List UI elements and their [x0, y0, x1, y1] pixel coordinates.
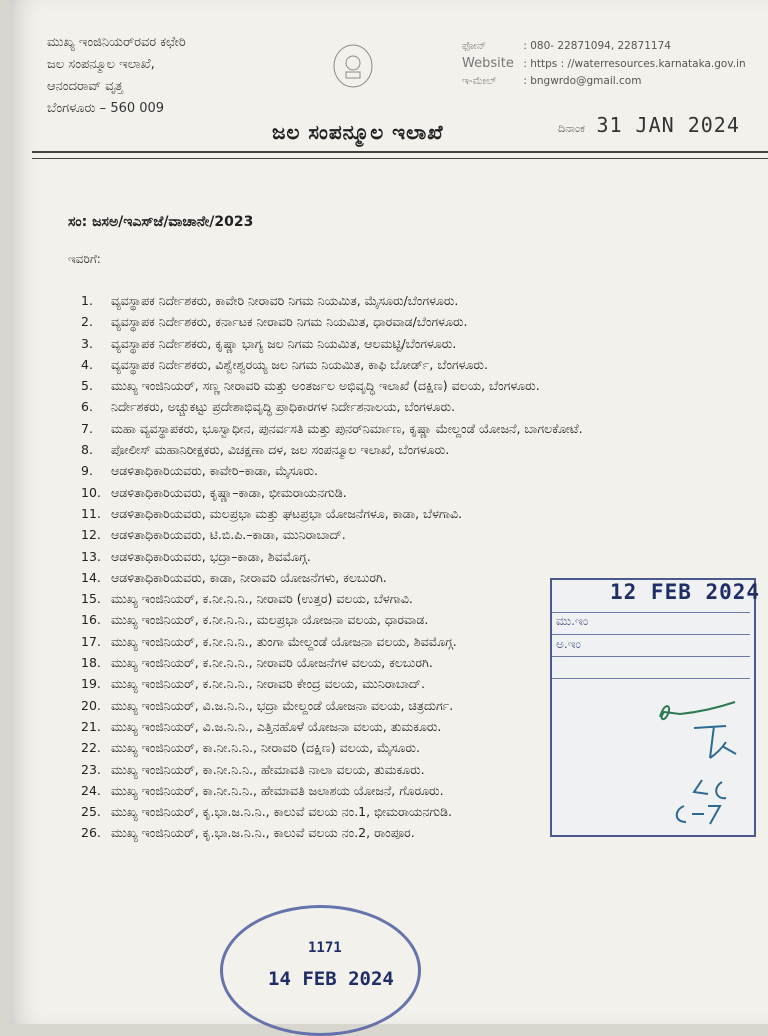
website-value: : https : //waterresources.karnataka.gov.in — [523, 58, 746, 70]
recipient-number: 22. — [81, 740, 101, 756]
recipient-text: ವ್ಯವಸ್ಥಾಪಕ ನಿರ್ದೇಶಕರು, ವಿಶ್ವೇಶ್ವರಯ್ಯ ಜಲ ನಿಗಮ ನಿಯಮಿತ, ಕಾಫಿ ಬೋರ್ಡ್, ಬೆಂಗಳೂರು. — [111, 356, 488, 372]
recipient-number: 5. — [81, 378, 93, 394]
recipient-number: 26. — [81, 825, 101, 841]
recipient-number: 20. — [81, 697, 101, 713]
recipient-number: 3. — [81, 335, 93, 351]
recipient-item — [81, 526, 705, 544]
website-row — [462, 55, 746, 73]
recipient-number: 1. — [81, 293, 93, 308]
recipient-item — [81, 377, 705, 395]
recipient-item — [81, 462, 705, 480]
recipient-text: ಆಡಳಿತಾಧಿಕಾರಿಯವರು, ಟಿ.ಬಿ.ಪಿ.–ಕಾಡಾ, ಮುನಿರಾಬಾದ್. — [111, 527, 346, 543]
initial-signature-icon — [670, 800, 730, 830]
email-value: : bngwrdo@gmail.com — [523, 75, 642, 87]
office-line: ಆನಂದರಾವ್ ವೃತ್ತ — [47, 79, 123, 94]
recipient-number: 16. — [81, 612, 101, 628]
recipient-item — [81, 505, 705, 523]
recipient-number: 12. — [81, 527, 101, 543]
reference-number: ಸಂ: ಜಸಅ/ಇಎಸ್‌ಜೆ/ವಾಚಾನೇ/2023 — [68, 214, 254, 230]
phone-value: : 080- 22871094, 22871174 — [523, 40, 671, 52]
email-row — [462, 73, 746, 90]
recipient-item — [81, 356, 705, 374]
recipient-text: ಮುಖ್ಯ ಇಂಜಿನಿಯರ್, ಕ.ನೀ.ನಿ.ನಿ., ನೀರಾವರಿ (ಉತ್ತರ) ವಲಯ, ಬೆಳಗಾವಿ. — [111, 591, 413, 607]
recipient-number: 10. — [81, 484, 101, 500]
recipient-number: 13. — [81, 548, 101, 564]
receipt-stamp-date: 12 FEB 2024 — [610, 580, 761, 604]
recipient-text: ಆಡಳಿತಾಧಿಕಾರಿಯವರು, ಕೃಷ್ಣಾ–ಕಾಡಾ, ಭೀಮರಾಯನಗುಡಿ. — [111, 484, 347, 500]
recipient-text: ಮುಖ್ಯ ಇಂಜಿನಿಯರ್, ಕೃ.ಭಾ.ಜ.ನಿ.ನಿ., ಕಾಲುವೆ ವಲಯ ನಂ.1, ಭೀಮರಾಯನಗುಡಿ. — [111, 804, 452, 820]
stamp-rule — [552, 656, 750, 657]
email-label: ಇ-ಮೇಲ್ — [462, 75, 497, 87]
recipient-item — [81, 548, 705, 566]
header-divider — [32, 151, 768, 153]
recipient-text: ಮುಖ್ಯ ಇಂಜಿನಿಯರ್, ಕಾ.ನೀ.ನಿ.ನಿ., ಹೇಮಾವತಿ ನಾಲಾ ವಲಯ, ತುಮಕೂರು. — [111, 761, 425, 777]
date-label: ದಿನಾಂಕ — [558, 122, 585, 135]
stamp-rule — [552, 612, 750, 613]
receipt-stamp-row: ಮು.ಇಂ — [556, 614, 589, 628]
phone-row — [462, 38, 746, 55]
recipient-text: ಮಹಾ ವ್ಯವಸ್ಥಾಪಕರು, ಭೂಸ್ವಾಧೀನ, ಪುನರ್ವಸತಿ ಮತ್ತು ಪುನರ್‌ನಿರ್ಮಾಣ, ಕೃಷ್ಣಾ ಮೇಲ್ದಂಡೆ ಯೋಜನೆ, ಬಾಗಲಕೋಟೆ. — [111, 420, 583, 436]
recipient-text: ವ್ಯವಸ್ಥಾಪಕ ನಿರ್ದೇಶಕರು, ಕರ್ನಾಟಕ ನೀರಾವರಿ ನಿಗಮ ನಿಯಮಿತ, ಧಾರವಾಡ/ಬೆಂಗಳೂರು. — [111, 314, 468, 330]
stamp-rule — [552, 678, 750, 679]
date-value: 31 JAN 2024 — [596, 113, 740, 137]
recipient-text: ಮುಖ್ಯ ಇಂಜಿನಿಯರ್, ಕ.ನೀ.ನಿ.ನಿ., ನೀರಾವರಿ ಯೋಜನೆಗಳ ವಲಯ, ಕಲಬುರಗಿ. — [111, 655, 433, 671]
website-label: Website — [462, 56, 514, 71]
recipient-text: ಮುಖ್ಯ ಇಂಜಿನಿಯರ್, ಸಣ್ಣ ನೀರಾವರಿ ಮತ್ತು ಅಂತರ್ಜಲ ಅಭಿವೃದ್ಧಿ ಇಲಾಖೆ (ದಕ್ಷಿಣ) ವಲಯ, ಬೆಂಗಳೂರು. — [111, 378, 540, 394]
recipient-item — [81, 313, 705, 331]
addressee-label: ಇವರಿಗೆ: — [68, 252, 101, 266]
recipient-number: 21. — [81, 718, 101, 734]
initial-signature-icon — [686, 718, 746, 766]
phone-label: ಫೋನ್ — [462, 40, 486, 52]
office-line: ಮುಖ್ಯ ಇಂಜಿನಿಯರ್‌ರವರ ಕಛೇರಿ — [47, 35, 186, 50]
recipient-number: 25. — [81, 804, 101, 820]
recipient-text: ಆಡಳಿತಾಧಿಕಾರಿಯವರು, ಭದ್ರಾ–ಕಾಡಾ, ಶಿವಮೊಗ್ಗ. — [111, 548, 311, 564]
recipient-text: ಮುಖ್ಯ ಇಂಜಿನಿಯರ್, ಕೃ.ಭಾ.ಜ.ನಿ.ನಿ., ಕಾಲುವೆ ವಲಯ ನಂ.2, ರಾಂಪೂರ. — [111, 825, 415, 841]
department-title: ಜಲ ಸಂಪನ್ಮೂಲ ಇಲಾಖೆ — [272, 120, 444, 144]
recipient-item — [81, 398, 705, 416]
document-page — [10, 0, 768, 1024]
stamp-rule — [552, 634, 750, 635]
recipient-text: ಆಡಳಿತಾಧಿಕಾರಿಯವರು, ಕಾವೇರಿ–ಕಾಡಾ, ಮೈಸೂರು. — [111, 463, 318, 479]
recipient-item — [81, 420, 705, 438]
recipient-item — [81, 292, 705, 310]
date-block — [558, 113, 740, 137]
office-line: ಬೆಂಗಳೂರು – 560 009 — [47, 101, 165, 116]
recipient-number: 14. — [81, 569, 101, 585]
recipient-number: 7. — [81, 420, 93, 436]
recipient-number: 24. — [81, 782, 101, 798]
recipient-text: ಆಡಳಿತಾಧಿಕಾರಿಯವರು, ಮಲಪ್ರಭಾ ಮತ್ತು ಘಟಪ್ರಭಾ ಯೋಜನೆಗಳೂ, ಕಾಡಾ, ಬೆಳಗಾವಿ. — [111, 505, 463, 521]
recipient-number: 23. — [81, 761, 101, 777]
recipient-text: ಮುಖ್ಯ ಇಂಜಿನಿಯರ್, ವಿ.ಜ.ನಿ.ನಿ., ಎತ್ತಿನಹೊಳೆ ಯೋಜನಾ ವಲಯ, ತುಮಕೂರು. — [111, 718, 442, 734]
header-divider-thin — [32, 158, 768, 159]
recipient-text: ವ್ಯವಸ್ಥಾಪಕ ನಿರ್ದೇಶಕರು, ಕೃಷ್ಣಾ ಭಾಗ್ಯ ಜಲ ನಿಗಮ ನಿಯಮಿತ, ಆಲಮಟ್ಟಿ/ಬೆಂಗಳೂರು. — [111, 335, 457, 351]
office-address — [47, 32, 186, 120]
recipient-text: ನಿರ್ದೇಶಕರು, ಅಚ್ಚುಕಟ್ಟು ಪ್ರದೇಶಾಭಿವೃದ್ಧಿ ಪ್ರಾಧಿಕಾರಗಳ ನಿರ್ದೇಶನಾಲಯ, ಬೆಂಗಳೂರು. — [111, 399, 456, 415]
recipient-text: ಪೋಲೀಸ್ ಮಹಾನಿರೀಕ್ಷಕರು, ವಿಚಕ್ಷಣಾ ದಳ, ಜಲ ಸಂಪನ್ಮೂಲ ಇಲಾಖೆ, ಬೆಂಗಳೂರು. — [111, 442, 450, 458]
recipient-number: 9. — [81, 463, 93, 479]
recipient-number: 11. — [81, 505, 101, 521]
recipient-text: ಮುಖ್ಯ ಇಂಜಿನಿಯರ್, ಕ.ನೀ.ನಿ.ನಿ., ಮಲಪ್ರಭಾ ಯೋಜನಾ ವಲಯ, ಧಾರವಾಡ. — [111, 612, 429, 628]
recipient-text: ವ್ಯವಸ್ಥಾಪಕ ನಿರ್ದೇಶಕರು, ಕಾವೇರಿ ನೀರಾವರಿ ನಿಗಮ ನಿಯಮಿತ, ಮೈಸೂರು/ಬೆಂಗಳೂರು. — [111, 293, 459, 308]
recipient-number: 4. — [81, 356, 93, 372]
recipient-item — [81, 441, 705, 459]
recipient-text: ಮುಖ್ಯ ಇಂಜಿನಿಯರ್, ಕಾ.ನೀ.ನಿ.ನಿ., ನೀರಾವರಿ (ದಕ್ಷಿಣ) ವಲಯ, ಮೈಸೂರು. — [111, 740, 420, 756]
recipient-text: ಮುಖ್ಯ ಇಂಜಿನಿಯರ್, ಕ.ನೀ.ನಿ.ನಿ., ತುಂಗಾ ಮೇಲ್ದಂಡೆ ಯೋಜನಾ ವಲಯ, ಶಿವಮೊಗ್ಗ. — [111, 633, 457, 649]
recipient-number: 6. — [81, 399, 93, 415]
recipient-number: 8. — [81, 442, 93, 458]
receipt-stamp-row: ಅ.ಇಂ — [556, 637, 581, 651]
office-line: ಜಲ ಸಂಪನ್ಮೂಲ ಇಲಾಖೆ, — [47, 57, 155, 72]
government-seal-icon — [332, 43, 374, 89]
recipient-number: 17. — [81, 633, 101, 649]
recipient-item — [81, 335, 705, 353]
recipient-number: 15. — [81, 591, 101, 607]
recipient-item — [81, 484, 705, 502]
recipient-number: 19. — [81, 676, 101, 692]
round-stamp-date: 14 FEB 2024 — [268, 968, 394, 990]
contact-block — [462, 38, 746, 90]
recipient-number: 2. — [81, 314, 93, 330]
recipient-number: 18. — [81, 655, 101, 671]
recipient-text: ಮುಖ್ಯ ಇಂಜಿನಿಯರ್, ವಿ.ಜ.ನಿ.ನಿ., ಭದ್ರಾ ಮೇಲ್ದಂಡೆ ಯೋಜನಾ ವಲಯ, ಚಿತ್ರದುರ್ಗ. — [111, 697, 454, 713]
recipient-text: ಮುಖ್ಯ ಇಂಜಿನಿಯರ್, ಕ.ನೀ.ನಿ.ನಿ., ನೀರಾವರಿ ಕೇಂದ್ರ ವಲಯ, ಮುನಿರಾಬಾದ್. — [111, 676, 425, 692]
round-stamp-number: 1171 — [308, 940, 342, 956]
recipient-text: ಮುಖ್ಯ ಇಂಜಿನಿಯರ್, ಕಾ.ನೀ.ನಿ.ನಿ., ಹೇಮಾವತಿ ಜಲಾಶಯ ಯೋಜನೆ, ಗೊರೂರು. — [111, 782, 444, 798]
recipient-text: ಆಡಳಿತಾಧಿಕಾರಿಯವರು, ಕಾಡಾ, ನೀರಾವರಿ ಯೋಜನೆಗಳು, ಕಲಬುರಗಿ. — [111, 569, 387, 585]
